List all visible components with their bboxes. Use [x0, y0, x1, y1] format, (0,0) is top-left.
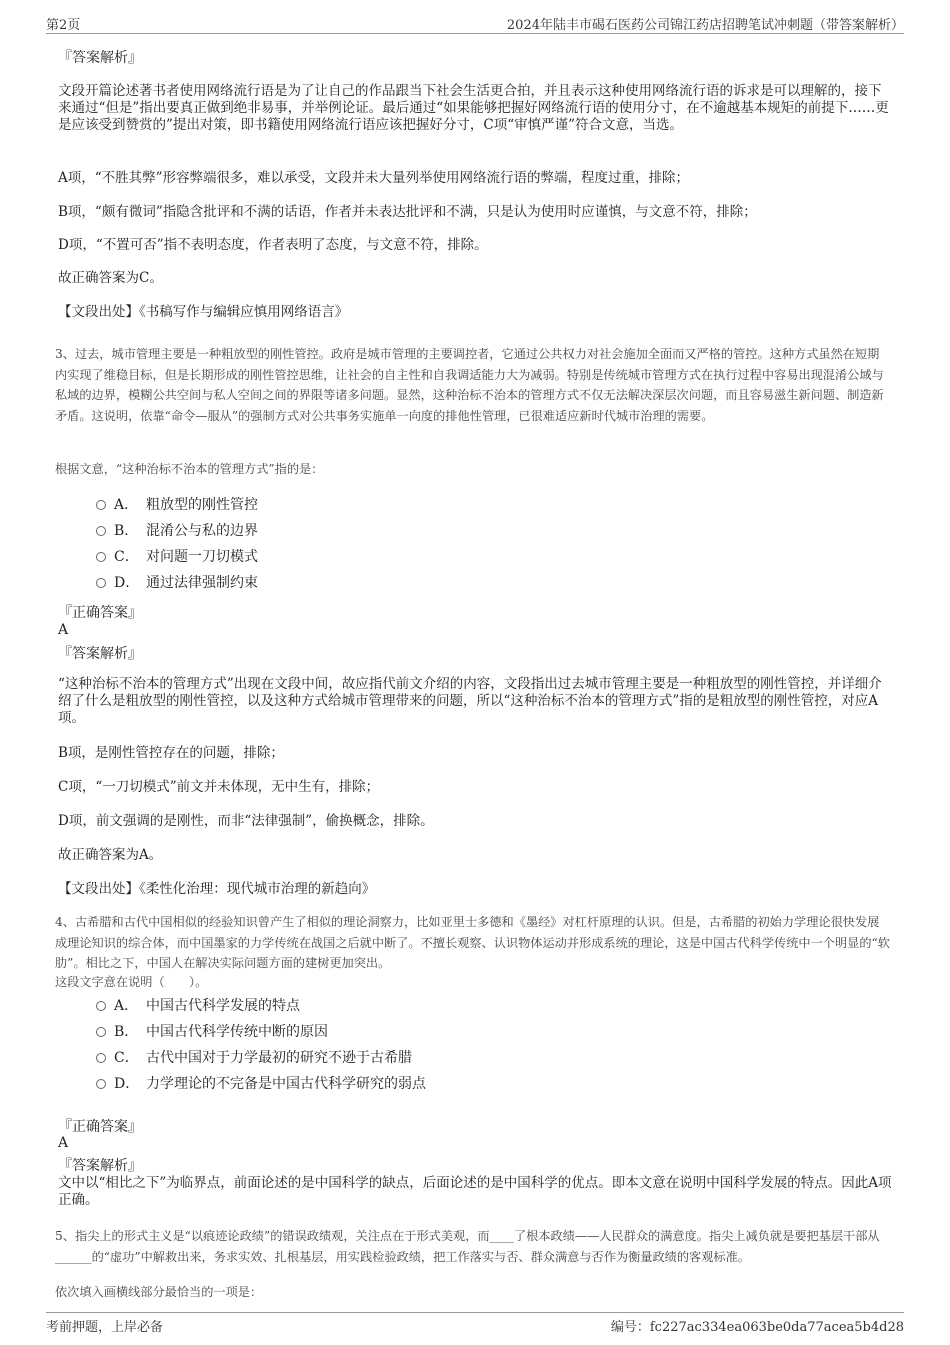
q3-option-a[interactable]	[96, 496, 258, 514]
radio-icon[interactable]	[96, 500, 106, 510]
option-key: A．	[114, 497, 139, 513]
q3-analysis-label: 『答案解析』	[58, 646, 142, 662]
q3-option-b-note: B项，是刚性管控存在的问题，排除；	[58, 745, 284, 761]
q3-conclusion: 故正确答案为A。	[58, 847, 163, 863]
q4-option-b[interactable]	[96, 1023, 328, 1041]
q4-analysis-text: 文中以“相比之下”为临界点，前面论述的是中国科学的缺点，后面论述的是中国科学的优点。即本文意在说明中国科学发展的特点。因此A项正确。	[58, 1175, 892, 1208]
radio-icon[interactable]	[96, 578, 106, 588]
q3-option-d-note: D项，前文强调的是刚性，而非“法律强制”，偷换概念，排除。	[58, 813, 434, 829]
q2-analysis-text: 文段开篇论述著书者使用网络流行语是为了让自己的作品跟当下社会生活更合拍，并且表示这种使用网络流行语的诉求是可以理解的，接下来通过“但是”指出要真正做到绝非易事，并举例论证。最后通过“如果能够把握好网络流行语的使用分寸，在不逾越基本规矩的前提下……更是应该受到赞赏的”提出对策，即书籍使用网络流行语应该把握好分寸，C项“审慎严谨”符合文意，当选。	[58, 83, 889, 133]
page-footer	[46, 1312, 904, 1334]
q2-conclusion: 故正确答案为C。	[58, 270, 163, 286]
q3-option-c-note: C项，“一刀切模式”前文并未体现，无中生有，排除；	[58, 779, 380, 795]
q2-option-d-note: D项，“不置可否”指不表明态度，作者表明了态度，与文意不符，排除。	[58, 237, 488, 253]
q2-option-a-note: A项，“不胜其弊”形容弊端很多，难以承受，文段并未大量列举使用网络流行语的弊端，程度过重，排除；	[58, 170, 690, 186]
radio-icon[interactable]	[96, 1053, 106, 1063]
radio-icon[interactable]	[96, 1001, 106, 1011]
radio-icon[interactable]	[96, 1079, 106, 1089]
q5-question: 依次填入画横线部分最恰当的一项是：	[55, 1285, 263, 1299]
q2-source: 【文段出处】《书稿写作与编辑应慎用网络语言》	[58, 304, 349, 320]
q3-question: 根据文意，“这种治标不治本的管理方式”指的是：	[55, 462, 324, 476]
q3-answer: A	[58, 622, 69, 638]
q4-answer: A	[58, 1135, 69, 1151]
option-key: D．	[114, 575, 140, 591]
q3-analysis-text: “这种治标不治本的管理方式”出现在文段中间，故应指代前文介绍的内容，文段指出过去城市管理主要是一种粗放型的刚性管控，并详细介绍了什么是粗放型的刚性管控，以及这种方式给城市管理带来的问题，所以“这种治标不治本的管理方式”指的是粗放型的刚性管控，对应A项。	[58, 676, 882, 726]
option-text: 中国古代科学发展的特点	[146, 998, 300, 1014]
q3-source: 【文段出处】《柔性化治理：现代城市治理的新趋向》	[58, 881, 376, 897]
option-text: 混淆公与私的边界	[146, 523, 258, 539]
q3-option-d[interactable]	[96, 574, 258, 592]
option-key: B．	[114, 523, 139, 539]
page-number: 第2页	[46, 18, 81, 33]
q3-option-b[interactable]	[96, 522, 258, 540]
option-key: C．	[114, 1050, 139, 1066]
q4-stem: 4、古希腊和古代中国相似的经验知识曾产生了相似的理论洞察力，比如亚里士多德和《墨经》对杠杆原理的认识。但是，古希腊的初始力学理论很快发展成理论知识的综合体，而中国墨家的力学传统在战国之后就中断了。不擅长观察、认识物体运动并形成系统的理论，这是中国古代科学传统中一个明显的“软肋”。相比之下，中国人在解决实际问题方面的建树更加突出。	[55, 915, 890, 970]
q2-analysis-label: 『答案解析』	[58, 50, 142, 66]
option-key: D．	[114, 1076, 140, 1092]
q4-answer-label: 『正确答案』	[58, 1119, 142, 1135]
option-text: 力学理论的不完备是中国古代科学研究的弱点	[146, 1076, 426, 1092]
option-key: B．	[114, 1024, 139, 1040]
q3-stem: 3、过去，城市管理主要是一种粗放型的刚性管控。政府是城市管理的主要调控者，它通过公共权力对社会施加全面而又严格的管控。这种方式虽然在短期内实现了维稳目标，但是长期形成的刚性管控思维，让社会的自主性和自我调适能力大为减弱。特别是传统城市管理方式在执行过程中容易出现混淆公域与私域的边界，模糊公共空间与私人空间之间的界限等诸多问题。显然，这种治标不治本的管理方式不仅无法解决深层次问题，而且容易滋生新问题、制造新矛盾。这说明，依靠“命令—服从”的强制方式对公共事务实施单一向度的排他性管理，已很难适应新时代城市治理的需要。	[55, 347, 884, 423]
q4-option-a[interactable]	[96, 997, 300, 1015]
option-text: 对问题一刀切模式	[146, 549, 258, 565]
option-text: 中国古代科学传统中断的原因	[146, 1024, 328, 1040]
q3-answer-label: 『正确答案』	[58, 605, 142, 621]
radio-icon[interactable]	[96, 526, 106, 536]
q4-question: 这段文字意在说明（ ）。	[55, 975, 208, 989]
q3-option-c[interactable]	[96, 548, 258, 566]
q5-stem: 5、指尖上的形式主义是“以痕迹论政绩”的错误政绩观，关注点在于形式美观，而____了根本政绩——人民群众的满意度。指尖上减负就是要把基层干部从______的“虚功”中解救出来，务求实效、扎根基层，用实践检验政绩，把工作落实与否、群众满意与否作为衡量政绩的客观标准。	[55, 1229, 880, 1264]
q4-option-c[interactable]	[96, 1049, 412, 1067]
document-id: 编号：fc227ac334ea063be0da77acea5b4d28	[610, 1320, 904, 1335]
q4-analysis-label: 『答案解析』	[58, 1158, 142, 1174]
option-text: 粗放型的刚性管控	[146, 497, 258, 513]
radio-icon[interactable]	[96, 1027, 106, 1037]
option-key: C．	[114, 549, 139, 565]
page-header	[46, 12, 904, 34]
footer-slogan: 考前押题，上岸必备	[46, 1320, 164, 1335]
document-title: 2024年陆丰市碣石医药公司锦江药店招聘笔试冲刺题（带答案解析）	[506, 18, 904, 33]
option-text: 古代中国对于力学最初的研究不逊于古希腊	[146, 1050, 412, 1066]
q4-option-d[interactable]	[96, 1075, 426, 1093]
radio-icon[interactable]	[96, 552, 106, 562]
option-text: 通过法律强制约束	[146, 575, 258, 591]
option-key: A．	[114, 998, 139, 1014]
q2-option-b-note: B项，“颇有微词”指隐含批评和不满的话语，作者并未表达批评和不满，只是认为使用时应谨慎，与文意不符，排除；	[58, 204, 757, 220]
